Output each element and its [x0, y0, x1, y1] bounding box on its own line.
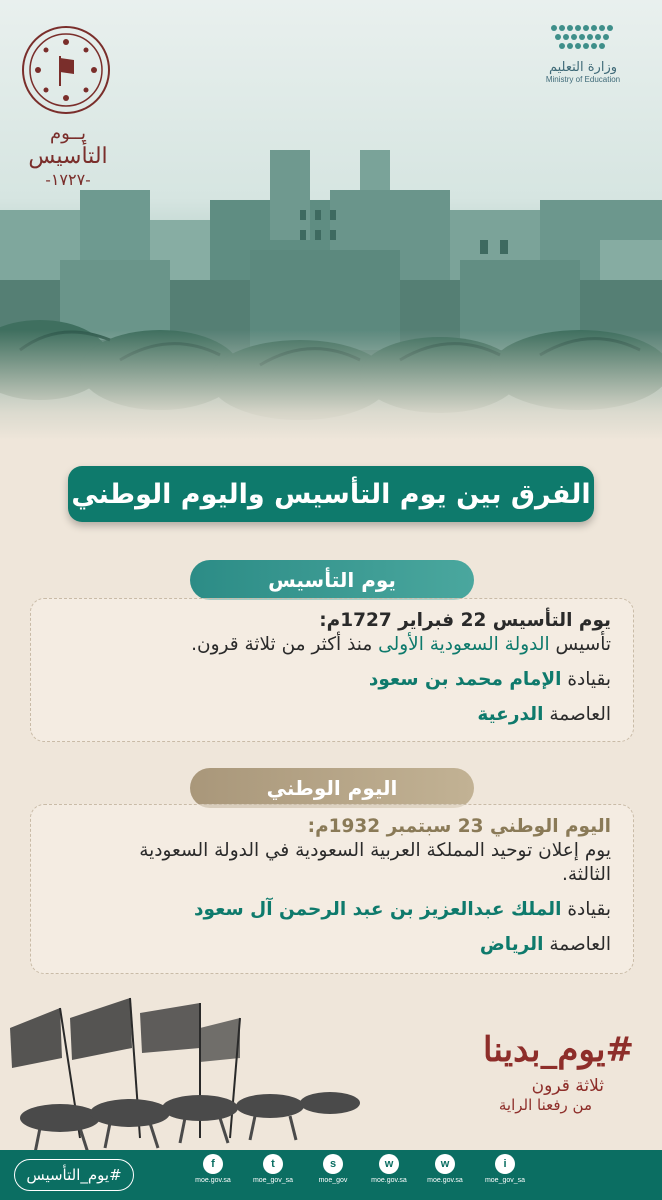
social-handle: moe.gov.sa [195, 1177, 231, 1184]
hero-image [0, 0, 662, 440]
logo-line1: يــوم [50, 123, 86, 144]
social-snapchat[interactable] [306, 1154, 360, 1184]
facebook-icon: f [203, 1154, 223, 1174]
web-icon: w [379, 1154, 399, 1174]
national-day-heading: اليوم الوطني [266, 776, 398, 800]
social-handle: moe_gov [318, 1177, 348, 1184]
social-web[interactable] [362, 1154, 416, 1184]
social-web-2[interactable] [418, 1154, 472, 1184]
foundation-desc-a: تأسيس [549, 634, 611, 655]
social-facebook[interactable] [186, 1154, 240, 1184]
foundation-leader-name: الإمام محمد بن سعود [368, 669, 562, 690]
footer-bar [0, 1150, 662, 1200]
national-day-pill [190, 768, 474, 808]
social-instagram[interactable] [478, 1154, 532, 1184]
national-description-line: يوم إعلان توحيد المملكة العربية السعودية في الدولة السعودية [139, 840, 611, 861]
national-capital-line [49, 933, 611, 957]
social-handle: moe_gov_sa [252, 1177, 294, 1184]
social-handle: moe.gov.sa [371, 1177, 407, 1184]
founding-day-wordmark [18, 124, 118, 190]
footer-hashtag-text: #يوم_التأسيس [26, 1166, 122, 1184]
foundation-desc-c: منذ أكثر من ثلاثة قرون. [191, 634, 379, 655]
foundation-desc-state: الدولة السعودية الأولى [378, 634, 550, 655]
national-leader-name: الملك عبدالعزيز بن عبد الرحمن آل سعود [194, 899, 562, 920]
camel-riders-illustration [0, 988, 380, 1156]
ministry-of-education-logo [528, 22, 638, 84]
foundation-date: يوم التأسيس 22 فبراير 1727م: [319, 610, 611, 631]
national-day-card [30, 804, 634, 974]
social-handle: moe_gov_sa [484, 1177, 526, 1184]
snapchat-icon: s [323, 1154, 343, 1174]
logo-year: -١٧٢٧- [45, 170, 91, 189]
foundation-capital-label: العاصمة [543, 704, 611, 725]
moe-dots-icon [548, 22, 618, 52]
social-twitter[interactable] [246, 1154, 300, 1184]
national-date: اليوم الوطني 23 سبتمبر 1932م: [307, 816, 611, 837]
slogan-line2: من رفعنا الراية [498, 1096, 592, 1114]
national-leader-line [49, 898, 611, 922]
founding-day-seal-logo [22, 26, 110, 114]
title-banner [68, 466, 594, 522]
page-title: الفرق بين يوم التأسيس واليوم الوطني [71, 478, 591, 510]
slogan-block [384, 1030, 634, 1114]
national-capital-label: العاصمة [543, 934, 611, 955]
seal-emblem-icon [26, 30, 106, 110]
national-date-line [49, 815, 611, 839]
social-handle: moe.gov.sa [427, 1177, 463, 1184]
hero-fade [0, 330, 662, 440]
foundation-day-heading: يوم التأسيس [268, 568, 396, 592]
foundation-day-card [30, 598, 634, 742]
foundation-day-pill [190, 560, 474, 600]
national-leader-label: بقيادة [561, 899, 611, 920]
foundation-description-line [49, 633, 611, 657]
ministry-name-en: Ministry of Education [545, 75, 621, 84]
founding-day-hashtag-badge[interactable] [14, 1159, 134, 1191]
web-icon: w [435, 1154, 455, 1174]
twitter-icon: t [263, 1154, 283, 1174]
foundation-date-line [49, 609, 611, 633]
foundation-leader-line [49, 668, 611, 692]
national-description-line2: الثالثة. [561, 864, 611, 885]
instagram-icon: i [495, 1154, 515, 1174]
national-capital-name: الرياض [479, 934, 544, 955]
slogan-hashtag: #يوم_بدينا [483, 1030, 634, 1070]
foundation-leader-label: بقيادة [561, 669, 611, 690]
foundation-capital-name: الدرعية [477, 704, 544, 725]
logo-line2: التأسيس [28, 144, 108, 169]
foundation-capital-line [49, 703, 611, 727]
ministry-name-ar: وزارة التعليم [548, 60, 618, 75]
slogan-line1: ثلاثة قرون [531, 1076, 604, 1096]
